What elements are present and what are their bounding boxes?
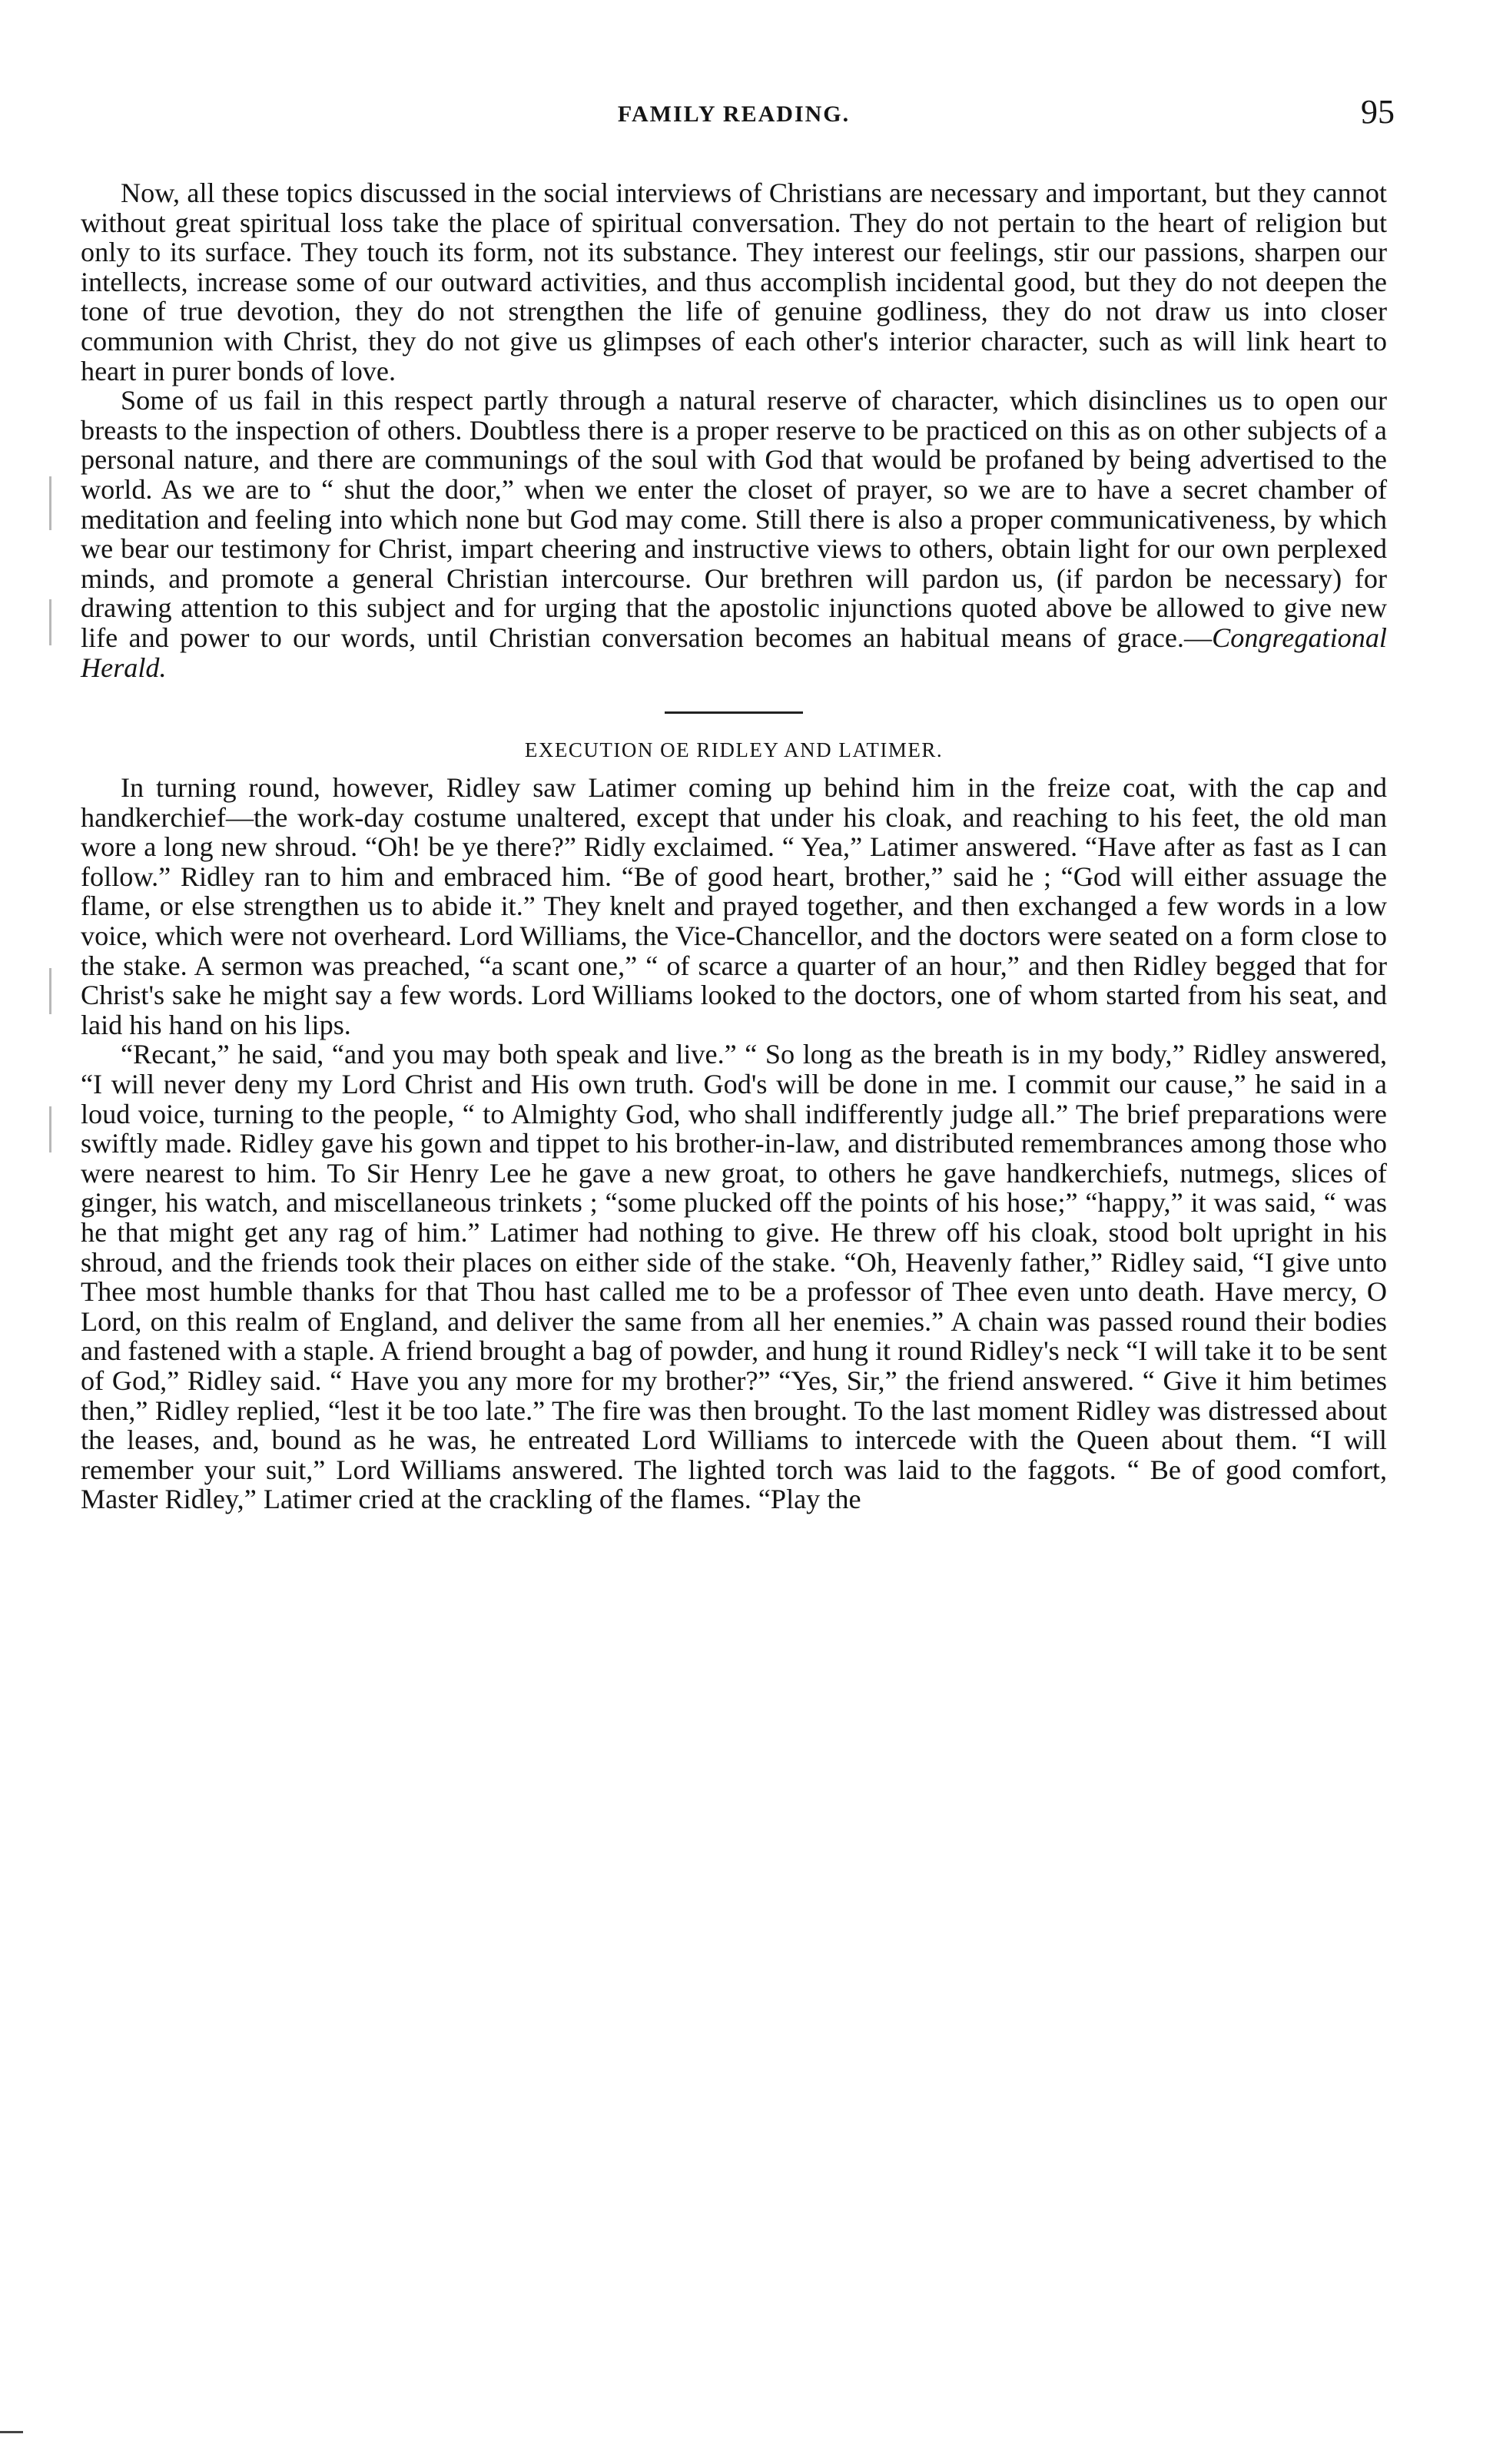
paragraph-recant: “Recant,” he said, “and you may both speak and live.” “ So long as the breath is in my body,” Ridley answered, “I will never deny my Lord Christ and His own truth. God's will be done in me. I commit our cause,” he said in a loud voice, turning to the people, “ to Almighty God, who shall indifferently judge all.” The brief preparations were swiftly made. Ridley gave his gown and tippet to his brother-in-law, and distributed remembrances among those who were nearest to him. To Sir Henry Lee he gave a new groat, to others he gave handkerchiefs, nutmegs, slices of ginger, his watch, and miscellaneous trinkets ; “some plucked off the points of his hose;” “happy,” it was said, “ was he that might get any rag of him.” Latimer had nothing to give. He threw off his cloak, stood bolt upright in his shroud, and the friends took their places on either side of the stake. “Oh, Heavenly father,” Ridley said, “I give unto Thee most humble thanks for that Thou hast called me to be a professor of Thee even unto death. Have mercy, O Lord, on this realm of England, and deliver the same from all her enemies.” A chain was passed round their bodies and fastened with a staple. A friend brought a bag of powder, and hung it round Ridley's neck “I will take it to be sent of God,” Ridley said. “ Have you any more for my brother?” “Yes, Sir,” the friend answered. “ Give it him betimes then,” Ridley replied, “lest it be too late.” The fire was then brought. To the last moment Ridley was distressed about the leases, and, bound as he was, he entreated Lord Williams to intercede with the Queen about them. “I will remember your suit,” Lord Williams answered. The lighted torch was laid to the faggots. “ Be of good comfort, Master Ridley,” Latimer cried at the crackling of the flames. “Play the [81,1039,1387,1515]
scan-edge-mark [49,599,51,645]
scan-edge-mark [49,968,51,1014]
scan-edge-mark [49,1106,51,1152]
scan-edge-mark [0,2431,23,2433]
page-number: 95 [1361,93,1395,131]
section-divider [665,711,803,714]
running-title: FAMILY READING. [617,101,851,127]
running-head [81,92,1395,146]
scan-edge-mark [49,476,51,530]
paragraph-topics: Now, all these topics discussed in the social interviews of Christians are necessary and important, but they cannot without great spiritual loss take the place of spiritual conversation. They do not pertain to the heart of religion but only to its surface. They touch its form, not its substance. They interest our feelings, stir our passions, sharpen our intellects, increase some of our outward activities, and thus accomplish incidental good, but they do not deepen the tone of true devotion, they do not strengthen the life of genuine godliness, they do not draw us into closer communion with Christ, they do not give us glimpses of each other's interior character, such as will link heart to heart in purer bonds of love. [81,177,1387,386]
paragraph-reserve [81,386,1387,682]
book-page [81,92,1395,1515]
paragraph-reserve-text: Some of us fail in this respect partly through a natural reserve of character, which disinclines us to open our breasts to the inspection of others. Doubtless there is a proper reserve to be practiced on this as on other subjects of a personal nature, and there are communings of the soul with God that would be profaned by being advertised to the world. As we are to “ shut the door,” when we enter the closet of prayer, so we are to have a secret chamber of meditation and feeling into which none but God may come. Still there is also a proper communicativeness, by which we bear our testimony for Christ, impart cheering and instructive views to others, obtain light for our own perplexed minds, and promote a general Christian intercourse. Our brethren will pardon us, (if pardon be necessary) for drawing attention to this subject and for urging that the apostolic injunctions quoted above be allowed to give new life and power to our words, until Christian conversation becomes an habitual means of grace.— [81,385,1387,653]
paragraph-ridley-latimer: In turning round, however, Ridley saw Latimer coming up behind him in the freize coat, with the cap and handkerchief—the work-day costume unaltered, except that under his cloak, and reaching to his feet, the old man wore a long new shroud. “Oh! be ye there?” Ridly exclaimed. “ Yea,” Latimer answered. “Have after as fast as I can follow.” Ridley ran to him and embraced him. “Be of good heart, brother,” said he ; “God will either assuage the flame, or else strengthen us to abide it.” They knelt and prayed together, and then exchanged a few words in a low voice, which were not overheard. Lord Williams, the Vice-Chancellor, and the doctors were seated on a form close to the stake. A sermon was preached, “a scant one,” “ of scarce a quarter of an hour,” and then Ridley begged that for Christ's sake he might say a few words. Lord Williams looked to the doctors, one of whom started from his seat, and laid his hand on his lips. [81,772,1387,1040]
source-citation: Congregational Herald. [81,622,1387,683]
section-title: EXECUTION OE RIDLEY AND LATIMER. [524,738,944,762]
